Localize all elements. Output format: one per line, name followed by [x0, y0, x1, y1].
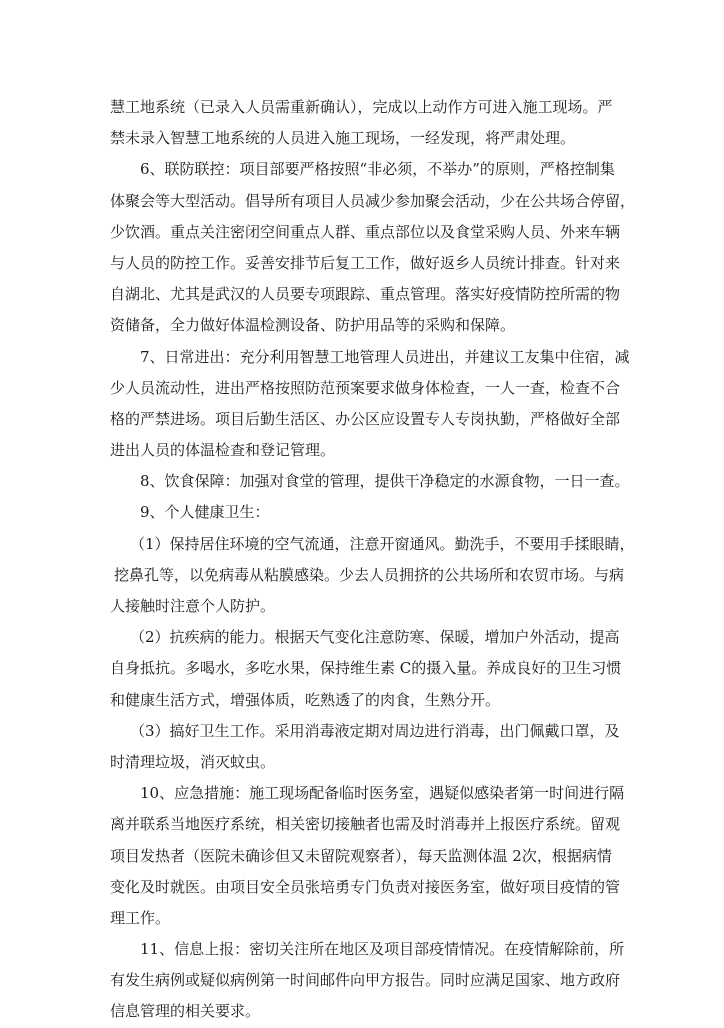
text-line: 格的严禁进场。项目后勤生活区、办公区应设置专人专岗执勤，严格做好全部	[110, 409, 621, 428]
text-line: 有发生病例或疑似病例第一时间邮件向甲方报告。同时应满足国家、地方政府	[110, 971, 621, 990]
item-3-first-line: （3）搞好卫生工作。采用消毒液定期对周边进行消毒，出门佩戴口罩，及	[130, 721, 620, 740]
text-line: 自湖北、尤其是武汉的人员要专项跟踪、重点管理。落实好疫情防控所需的物	[110, 285, 621, 304]
text-line: 资储备，全力做好体温检测设备、防护用品等的采购和保障。	[110, 316, 516, 335]
text-line: 与人员的防控工作。妥善安排节后复工工作，做好返乡人员统计排查。针对来	[110, 253, 621, 272]
paragraph-6-heading-line: 6、联防联控：项目部要严格按照“非必须，不举办”的原则，严格控制集	[140, 160, 615, 179]
paragraph-11-heading-line: 11、信息上报：密切关注所在地区及项目部疫情情况。在疫情解除前，所	[140, 940, 625, 959]
text-line: 体聚会等大型活动。倡导所有项目人员减少参加聚会活动，少在公共场合停留，	[110, 191, 636, 210]
text-line: 进出人员的体温检查和登记管理。	[110, 441, 336, 460]
text-line: 变化及时就医。由项目安全员张培勇专门负责对接医务室，做好项目疫情的管	[110, 877, 621, 896]
text-line: 离并联系当地医疗系统，相关密切接触者也需及时消毒并上报医疗系统。留观	[110, 815, 621, 834]
text-line: 自身抵抗。多喝水，多吃水果，保持维生素 C的摄入量。养成良好的卫生习惯	[110, 659, 622, 678]
text-line: 项目发热者（医院未确诊但又未留院观察者），每天监测体温 2次，根据病情	[110, 846, 612, 865]
paragraph-8-heading-line: 8、饮食保障：加强对食堂的管理，提供干净稳定的水源食物，一日一查。	[140, 472, 630, 491]
text-line: 理工作。	[110, 908, 171, 927]
text-line: 和健康生活方式，增强体质，吃熟透了的肉食，生熟分开。	[110, 690, 501, 709]
item-1-first-line: （1）保持居住环境的空气流通，注意开窗通风。勤洗手，不要用手揉眼睛，	[130, 534, 635, 553]
text-line: 挖鼻孔等，以免病毒从粘膜感染。少去人员拥挤的公共场所和农贸市场。与病	[114, 565, 625, 584]
text-line: 少人员流动性，进出严格按照防范预案要求做身体检查，一人一查，检查不合	[110, 378, 621, 397]
paragraph-9-heading-line: 9、个人健康卫生：	[140, 503, 270, 522]
paragraph-10-heading-line: 10、应急措施：施工现场配备临时医务室，遇疑似感染者第一时间进行隔	[140, 784, 625, 803]
text-line: 少饮酒。重点关注密闭空间重点人群、重点部位以及食堂采购人员、外来车辆	[110, 222, 621, 241]
text-line: 禁未录入智慧工地系统的人员进入施工现场，一经发现，将严肃处理。	[110, 129, 576, 148]
document-body	[110, 92, 636, 1028]
text-line: 信息管理的相关要求。	[110, 1002, 261, 1021]
text-line: 时清理垃圾，消灭蚊虫。	[110, 752, 276, 771]
paragraph-7-heading-line: 7、日常进出：充分利用智慧工地管理人员进出，并建议工友集中住宿，减	[140, 347, 630, 366]
text-line: 慧工地系统（已录入人员需重新确认），完成以上动作方可进入施工现场。严	[110, 98, 613, 116]
item-2-first-line: （2）抗疾病的能力。根据天气变化注意防寒、保暖，增加户外活动，提高	[130, 628, 620, 647]
text-line: 人接触时注意个人防护。	[110, 597, 276, 615]
